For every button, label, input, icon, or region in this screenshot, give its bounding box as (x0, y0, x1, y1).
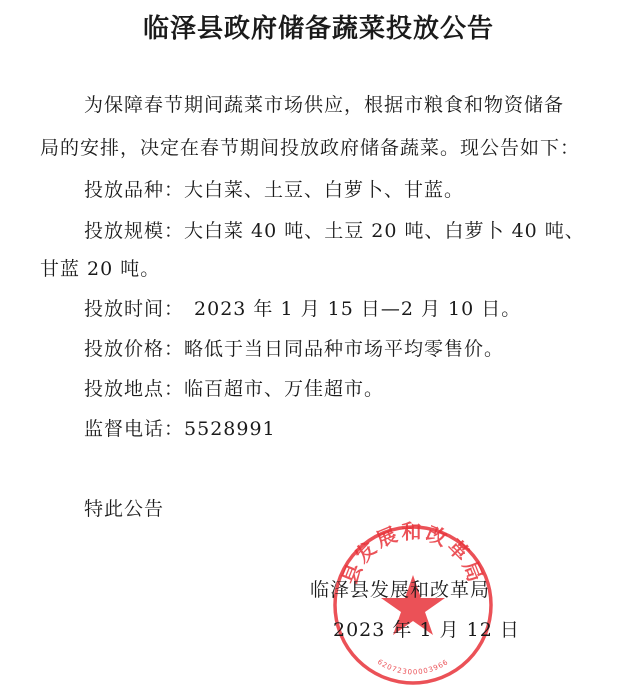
signature-organization: 临泽县发展和改革局 (310, 579, 491, 601)
item-price-label: 投放价格： (84, 338, 185, 360)
item-variety-value: 大白菜、土豆、白萝卜、甘蓝。 (184, 179, 465, 201)
item-scale (84, 216, 585, 243)
intro-line-1: 为保障春节期间蔬菜市场供应，根据市粮食和物资储备 (84, 94, 565, 116)
official-seal (328, 520, 498, 690)
item-time-label: 投放时间： (84, 298, 185, 320)
item-location (84, 374, 384, 401)
item-price-value: 略低于当日同品种市场平均零售价。 (184, 338, 505, 360)
item-time (84, 294, 521, 321)
item-time-value: 2023 年 1 月 15 日—2 月 10 日。 (194, 298, 522, 320)
item-location-label: 投放地点： (84, 378, 185, 400)
item-scale-label: 投放规模： (84, 220, 185, 242)
item-location-value: 临百超市、万佳超市。 (184, 378, 385, 400)
item-variety-label: 投放品种： (84, 179, 185, 201)
intro-line-2: 局的安排，决定在春节期间投放政府储备蔬菜。现公告如下： (40, 137, 581, 159)
item-price (84, 334, 504, 361)
seal-text: 县发展和改革局 (337, 520, 489, 588)
item-scale-value: 大白菜 40 吨、土豆 20 吨、白萝卜 40 吨、 (184, 220, 585, 242)
closing-text: 特此公告 (84, 498, 165, 520)
item-phone-label: 监督电话： (84, 418, 185, 440)
item-phone (84, 414, 276, 441)
item-phone-value: 5528991 (184, 418, 276, 440)
seal-serial: 62072300003966 (375, 657, 451, 677)
signature-date: 2023 年 1 月 12 日 (333, 619, 520, 641)
item-variety (84, 175, 464, 202)
document-title: 临泽县政府储备蔬菜投放公告 (142, 14, 494, 44)
item-scale-continuation: 甘蓝 20 吨。 (40, 258, 161, 280)
